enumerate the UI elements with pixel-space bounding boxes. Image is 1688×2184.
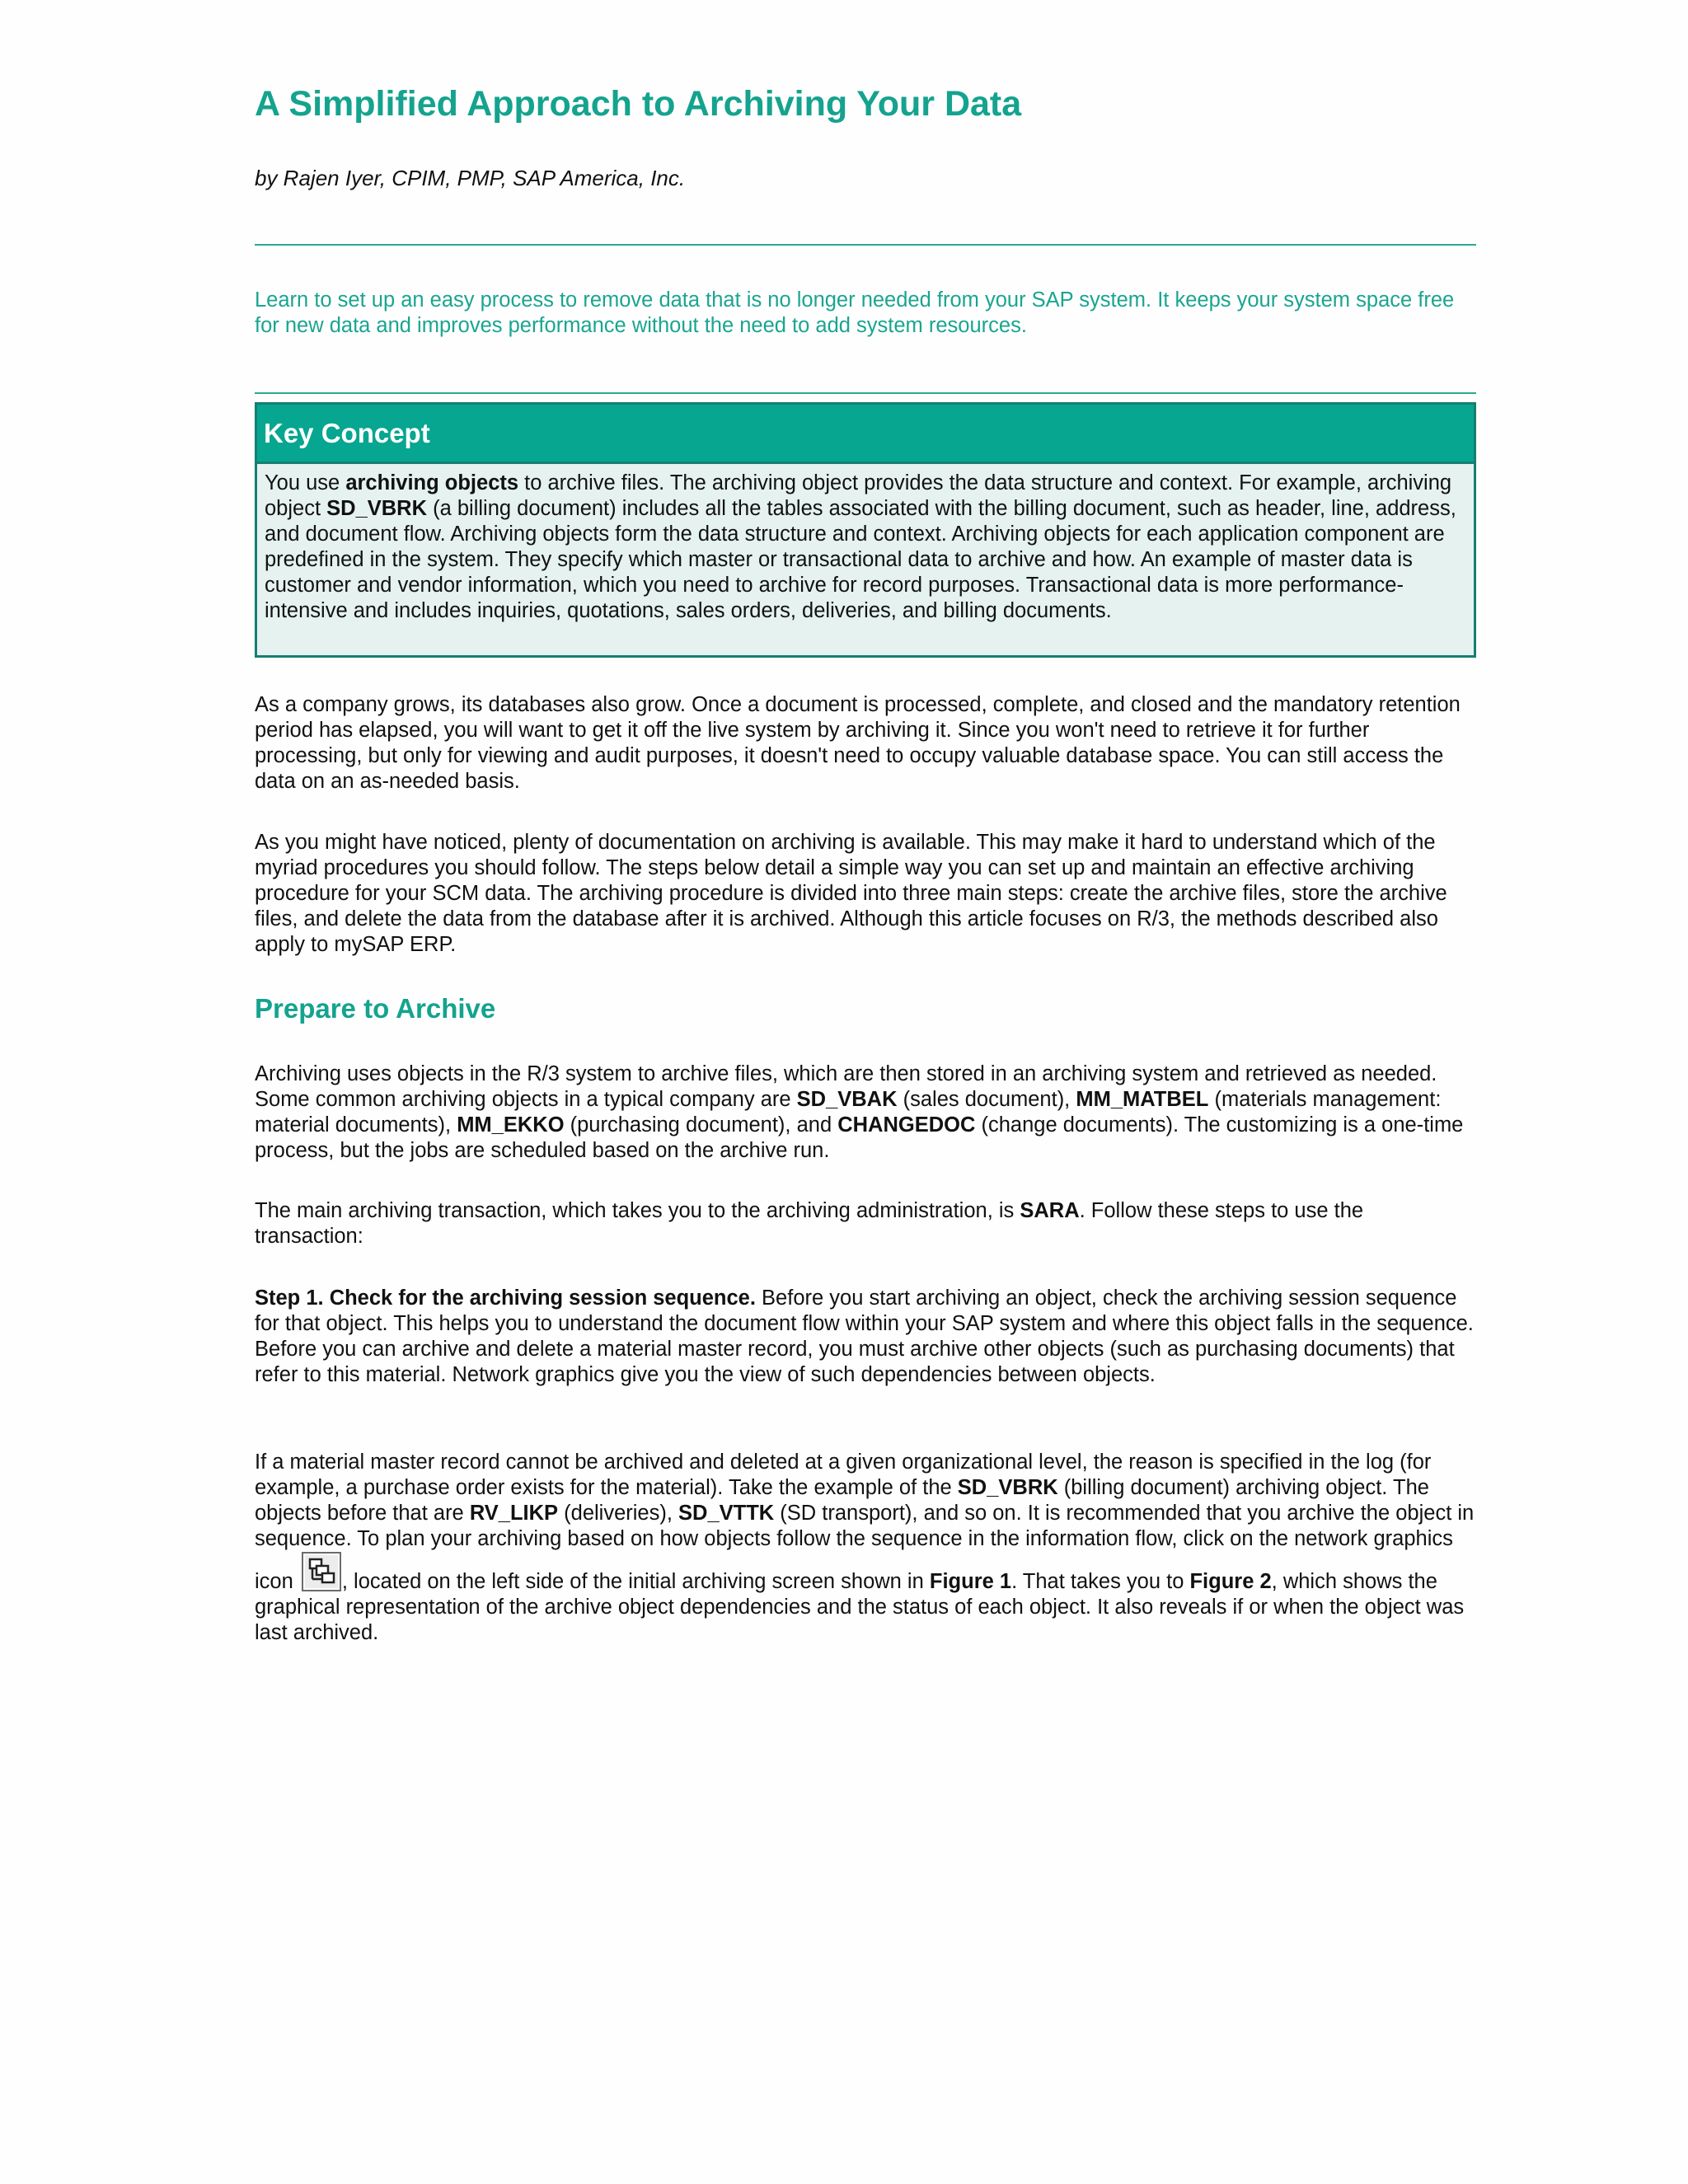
- term-mm-matbel: MM_MATBEL: [1076, 1088, 1209, 1111]
- paragraph-growth: As a company grows, its databases also grow. Once a document is processed, complete, and closed and the mandatory retention period has elapsed, you will want to get it off the live system by archiving it. Since you won't need to retrieve it for further processing, but only for viewing and audit purposes, it doesn't need to occupy valuable database space. You can still access the data on an as-needed basis.: [255, 693, 1461, 793]
- text-run: (materials management: material documents),: [255, 1088, 1442, 1137]
- text-run: (sales document),: [897, 1088, 1076, 1111]
- term-sd-vttk: SD_VTTK: [678, 1502, 775, 1525]
- text-run: (purchasing document), and: [564, 1113, 838, 1137]
- text-run: (change documents). The customizing is a one-time process, but the jobs are scheduled based on the archive run.: [255, 1113, 1464, 1162]
- text-run: (deliveries),: [558, 1502, 679, 1525]
- article-intro: Learn to set up an easy process to remove data that is no longer needed from your SAP system. It keeps your system space free for new data and improves performance without the need to add system resources.: [255, 288, 1455, 337]
- text-run: Archiving uses objects in the R/3 system to archive files, which are then stored in an archiving system and retrieved as needed. Some common archiving objects in a typical company are: [255, 1062, 1437, 1111]
- text-run: , which shows the graphical representation of the archive object dependencies and the status of each object. It also reveals if or when the object was last archived.: [255, 1570, 1465, 1644]
- article-title: A Simplified Approach to Archiving Your Data: [255, 84, 1022, 124]
- text-run: Before you start archiving an object, check the archiving session sequence for that object. This helps you to understand the document flow within your SAP system and where this object falls in the sequence. Before you can archive and delete a material master record, you must archive other objects (such as purchasing documents) that refer to this material. Network graphics give you the view of such dependencies between objects.: [255, 1286, 1474, 1386]
- text-run: . That takes you to: [1011, 1570, 1190, 1593]
- term-mm-ekko: MM_EKKO: [457, 1113, 565, 1137]
- text-run: The main archiving transaction, which takes you to the archiving administration, is: [255, 1199, 1020, 1222]
- text-run: You use: [265, 471, 346, 494]
- key-concept-box: [255, 402, 1476, 658]
- key-concept-body: [257, 464, 1474, 624]
- figure-2-ref: Figure 2: [1189, 1570, 1272, 1593]
- paragraph-sara: [255, 1198, 1476, 1249]
- text-run: to archive files. The archiving object provides the data structure and context. For example, archiving object: [265, 471, 1452, 520]
- paragraph-documentation: As you might have noticed, plenty of documentation on archiving is available. This may make it hard to understand which of the myriad procedures you should follow. The steps below detail a simple way you can set up and maintain an effective archiving procedure for your SCM data. The archiving procedure is divided into three main steps: create the archive files, store the archive files, and delete the data from the database after it is archived. Although this article focuses on R/3, the methods described also apply to mySAP ERP.: [255, 831, 1447, 956]
- term-rv-likp: RV_LIKP: [469, 1502, 559, 1525]
- divider-top: [255, 244, 1476, 246]
- term-changedoc: CHANGEDOC: [837, 1113, 976, 1137]
- term-sd-vbrk: SD_VBRK: [957, 1476, 1058, 1499]
- text-run: (a billing document) includes all the tables associated with the billing document, such as header, line, address, and document flow. Archiving objects form the data structure and context. Archiving objects for each application component are predefined in the system. They specify which master or transactional data to archive and how. An example of master data is customer and vendor information, which you need to archive for record purposes. Transactional data is more performance-intensive and includes inquiries, quotations, sales orders, deliveries, and billing documents.: [265, 497, 1456, 622]
- text-run: , located on the left side of the initial archiving screen shown in: [341, 1570, 930, 1593]
- paragraph-archiving-objects: [255, 1062, 1476, 1164]
- term-sara: SARA: [1020, 1199, 1080, 1222]
- key-concept-heading: Key Concept: [257, 405, 1474, 464]
- figure-1-ref: Figure 1: [929, 1570, 1012, 1593]
- term-archiving-objects: archiving objects: [345, 471, 519, 494]
- text-run: If a material master record cannot be archived and deleted at a given organizational level, the reason is specified in the log (for example, a purchase order exists for the material). Take the example of the: [255, 1451, 1432, 1499]
- paragraph-sequence: [255, 1450, 1476, 1646]
- text-run: . Follow these steps to use the transaction:: [255, 1199, 1364, 1248]
- term-sd-vbrk: SD_VBRK: [326, 497, 428, 520]
- term-sd-vbak: SD_VBAK: [796, 1088, 898, 1111]
- paragraph-step-1: [255, 1286, 1476, 1388]
- section-heading: Prepare to Archive: [255, 993, 496, 1024]
- divider-bottom: [255, 392, 1476, 394]
- network-graphics-icon: [302, 1552, 341, 1591]
- text-run: (billing document) archiving object. The objects before that are: [255, 1476, 1429, 1525]
- step-1-heading: Step 1. Check for the archiving session sequence.: [255, 1286, 756, 1310]
- article-byline: by Rajen Iyer, CPIM, PMP, SAP America, Inc.: [255, 166, 686, 190]
- text-run: (SD transport), and so on. It is recommended that you archive the object in sequence. To plan your archiving based on how objects follow the sequence in the information flow, click on the network graphics icon: [255, 1502, 1475, 1593]
